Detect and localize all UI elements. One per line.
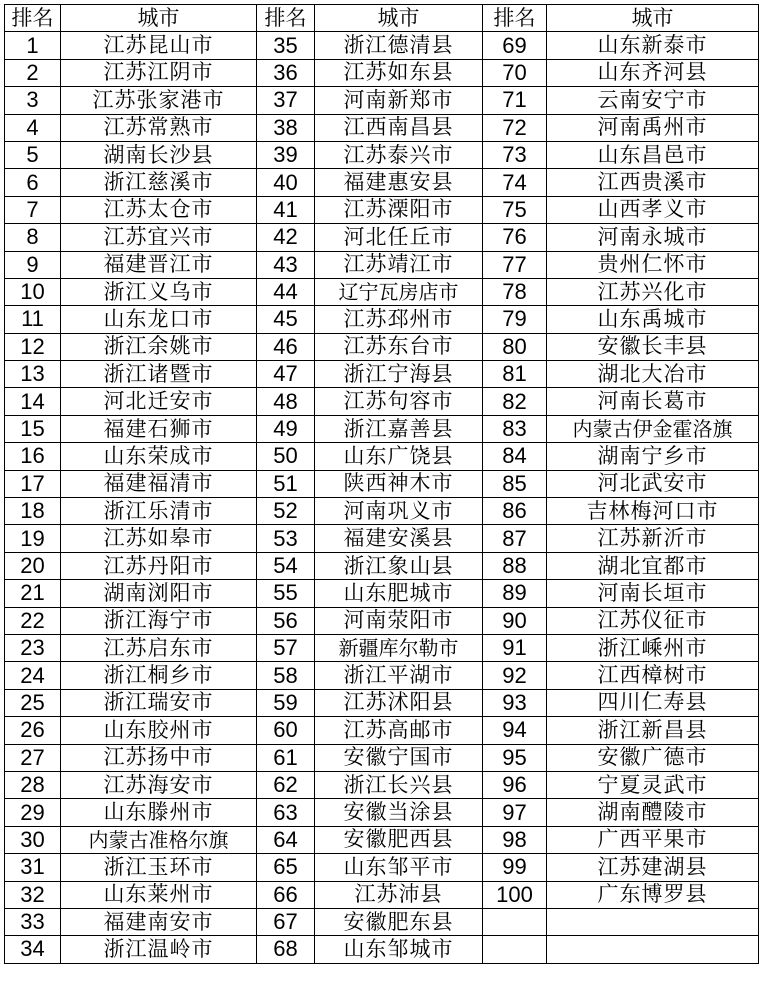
city-cell: 安徽长丰县 bbox=[547, 333, 759, 360]
city-cell: 江苏昆山市 bbox=[61, 32, 257, 59]
rank-cell: 80 bbox=[483, 333, 547, 360]
rank-cell: 39 bbox=[257, 141, 315, 168]
city-cell: 福建福清市 bbox=[61, 470, 257, 497]
table-row bbox=[5, 32, 759, 59]
rank-cell: 61 bbox=[257, 744, 315, 771]
rank-cell: 58 bbox=[257, 662, 315, 689]
rank-cell: 95 bbox=[483, 744, 547, 771]
city-cell: 江苏邳州市 bbox=[315, 306, 483, 333]
table-row bbox=[5, 580, 759, 607]
city-cell: 湖南醴陵市 bbox=[547, 799, 759, 826]
rank-cell: 59 bbox=[257, 689, 315, 716]
rank-cell: 99 bbox=[483, 854, 547, 881]
rank-cell: 38 bbox=[257, 114, 315, 141]
rank-cell: 78 bbox=[483, 278, 547, 305]
city-cell: 江苏沛县 bbox=[315, 881, 483, 908]
table-row bbox=[5, 224, 759, 251]
city-cell: 浙江义乌市 bbox=[61, 278, 257, 305]
city-cell: 安徽肥西县 bbox=[315, 826, 483, 853]
city-cell: 湖北大冶市 bbox=[547, 361, 759, 388]
city-cell bbox=[547, 936, 759, 963]
rank-cell: 75 bbox=[483, 196, 547, 223]
city-cell: 浙江新昌县 bbox=[547, 717, 759, 744]
table-row bbox=[5, 799, 759, 826]
city-cell: 浙江桐乡市 bbox=[61, 662, 257, 689]
city-cell: 山东肥城市 bbox=[315, 580, 483, 607]
rank-cell: 57 bbox=[257, 634, 315, 661]
city-cell: 河南长垣市 bbox=[547, 580, 759, 607]
city-cell: 江苏靖江市 bbox=[315, 251, 483, 278]
rank-cell: 50 bbox=[257, 443, 315, 470]
city-cell: 江苏溧阳市 bbox=[315, 196, 483, 223]
city-cell: 浙江嘉善县 bbox=[315, 415, 483, 442]
city-cell: 福建石狮市 bbox=[61, 415, 257, 442]
table-row bbox=[5, 908, 759, 935]
rank-cell: 45 bbox=[257, 306, 315, 333]
city-cell bbox=[547, 908, 759, 935]
city-cell: 广东博罗县 bbox=[547, 881, 759, 908]
table-row bbox=[5, 607, 759, 634]
city-cell: 浙江平湖市 bbox=[315, 662, 483, 689]
city-cell: 浙江海宁市 bbox=[61, 607, 257, 634]
rank-cell: 30 bbox=[5, 826, 61, 853]
rank-cell: 3 bbox=[5, 87, 61, 114]
table-row bbox=[5, 251, 759, 278]
rank-cell: 35 bbox=[257, 32, 315, 59]
table-row bbox=[5, 443, 759, 470]
city-cell: 江苏兴化市 bbox=[547, 278, 759, 305]
rank-cell bbox=[483, 908, 547, 935]
city-cell: 山东胶州市 bbox=[61, 717, 257, 744]
city-cell: 河南禹州市 bbox=[547, 114, 759, 141]
rank-cell: 100 bbox=[483, 881, 547, 908]
city-cell: 山东邹平市 bbox=[315, 854, 483, 881]
city-cell: 河北武安市 bbox=[547, 470, 759, 497]
city-cell: 内蒙古伊金霍洛旗 bbox=[547, 415, 759, 442]
rank-cell: 55 bbox=[257, 580, 315, 607]
rank-cell: 85 bbox=[483, 470, 547, 497]
city-cell: 安徽肥东县 bbox=[315, 908, 483, 935]
city-cell: 河南长葛市 bbox=[547, 388, 759, 415]
city-cell: 浙江温岭市 bbox=[61, 936, 257, 963]
rank-cell: 41 bbox=[257, 196, 315, 223]
city-cell: 四川仁寿县 bbox=[547, 689, 759, 716]
city-cell: 河北迁安市 bbox=[61, 388, 257, 415]
table-row bbox=[5, 306, 759, 333]
rank-cell: 67 bbox=[257, 908, 315, 935]
city-cell: 湖南长沙县 bbox=[61, 141, 257, 168]
table-row bbox=[5, 196, 759, 223]
city-cell: 福建南安市 bbox=[61, 908, 257, 935]
city-header: 城市 bbox=[61, 5, 257, 32]
rank-cell: 64 bbox=[257, 826, 315, 853]
city-cell: 湖南宁乡市 bbox=[547, 443, 759, 470]
table-row bbox=[5, 881, 759, 908]
rank-cell: 72 bbox=[483, 114, 547, 141]
city-cell: 浙江宁海县 bbox=[315, 361, 483, 388]
rank-cell: 86 bbox=[483, 498, 547, 525]
city-cell: 山东禹城市 bbox=[547, 306, 759, 333]
city-cell: 江西南昌县 bbox=[315, 114, 483, 141]
rank-cell: 10 bbox=[5, 278, 61, 305]
table-row bbox=[5, 936, 759, 963]
city-cell: 江苏东台市 bbox=[315, 333, 483, 360]
rank-cell: 62 bbox=[257, 771, 315, 798]
rank-cell: 88 bbox=[483, 552, 547, 579]
rank-cell: 8 bbox=[5, 224, 61, 251]
city-cell: 江苏仪征市 bbox=[547, 607, 759, 634]
city-cell: 山东荣成市 bbox=[61, 443, 257, 470]
table-row bbox=[5, 689, 759, 716]
city-cell: 江苏宜兴市 bbox=[61, 224, 257, 251]
table-row bbox=[5, 361, 759, 388]
table-row bbox=[5, 717, 759, 744]
table-row bbox=[5, 114, 759, 141]
rank-cell: 9 bbox=[5, 251, 61, 278]
city-cell: 河南永城市 bbox=[547, 224, 759, 251]
city-cell: 江苏启东市 bbox=[61, 634, 257, 661]
city-cell: 浙江德清县 bbox=[315, 32, 483, 59]
rank-cell: 81 bbox=[483, 361, 547, 388]
city-cell: 湖南浏阳市 bbox=[61, 580, 257, 607]
rank-cell: 20 bbox=[5, 552, 61, 579]
rank-cell: 16 bbox=[5, 443, 61, 470]
city-cell: 广西平果市 bbox=[547, 826, 759, 853]
rank-cell: 87 bbox=[483, 525, 547, 552]
rank-cell: 15 bbox=[5, 415, 61, 442]
city-cell: 江苏扬中市 bbox=[61, 744, 257, 771]
city-cell: 山东滕州市 bbox=[61, 799, 257, 826]
rank-cell: 98 bbox=[483, 826, 547, 853]
city-cell: 浙江慈溪市 bbox=[61, 169, 257, 196]
rank-cell: 54 bbox=[257, 552, 315, 579]
rank-cell: 79 bbox=[483, 306, 547, 333]
table-row bbox=[5, 525, 759, 552]
city-cell: 辽宁瓦房店市 bbox=[315, 278, 483, 305]
city-cell: 贵州仁怀市 bbox=[547, 251, 759, 278]
city-cell: 浙江瑞安市 bbox=[61, 689, 257, 716]
rank-cell: 43 bbox=[257, 251, 315, 278]
city-cell: 山东齐河县 bbox=[547, 59, 759, 86]
city-cell: 浙江乐清市 bbox=[61, 498, 257, 525]
city-header: 城市 bbox=[547, 5, 759, 32]
rank-cell: 90 bbox=[483, 607, 547, 634]
city-cell: 江苏如东县 bbox=[315, 59, 483, 86]
city-cell: 江苏建湖县 bbox=[547, 854, 759, 881]
city-cell: 山东广饶县 bbox=[315, 443, 483, 470]
table-row bbox=[5, 333, 759, 360]
rank-header: 排名 bbox=[5, 5, 61, 32]
rank-cell: 77 bbox=[483, 251, 547, 278]
city-cell: 江苏如皋市 bbox=[61, 525, 257, 552]
rank-cell: 71 bbox=[483, 87, 547, 114]
city-cell: 浙江玉环市 bbox=[61, 854, 257, 881]
city-cell: 江苏张家港市 bbox=[61, 87, 257, 114]
table-row bbox=[5, 498, 759, 525]
table-row bbox=[5, 854, 759, 881]
rank-cell: 89 bbox=[483, 580, 547, 607]
rank-cell: 6 bbox=[5, 169, 61, 196]
city-cell: 河北任丘市 bbox=[315, 224, 483, 251]
rank-cell: 83 bbox=[483, 415, 547, 442]
table-row bbox=[5, 278, 759, 305]
city-cell: 江苏新沂市 bbox=[547, 525, 759, 552]
rank-cell: 76 bbox=[483, 224, 547, 251]
city-cell: 安徽当涂县 bbox=[315, 799, 483, 826]
rank-cell: 92 bbox=[483, 662, 547, 689]
city-cell: 江苏海安市 bbox=[61, 771, 257, 798]
rank-cell: 14 bbox=[5, 388, 61, 415]
rank-cell: 94 bbox=[483, 717, 547, 744]
rank-cell: 51 bbox=[257, 470, 315, 497]
table-row bbox=[5, 552, 759, 579]
rank-cell: 11 bbox=[5, 306, 61, 333]
rank-cell: 1 bbox=[5, 32, 61, 59]
table-row bbox=[5, 87, 759, 114]
rank-cell: 65 bbox=[257, 854, 315, 881]
city-cell: 山东莱州市 bbox=[61, 881, 257, 908]
rank-cell: 36 bbox=[257, 59, 315, 86]
rank-cell: 84 bbox=[483, 443, 547, 470]
table-row bbox=[5, 415, 759, 442]
city-cell: 安徽宁国市 bbox=[315, 744, 483, 771]
city-cell: 福建安溪县 bbox=[315, 525, 483, 552]
city-cell: 山东邹城市 bbox=[315, 936, 483, 963]
rank-cell: 7 bbox=[5, 196, 61, 223]
city-cell: 浙江诸暨市 bbox=[61, 361, 257, 388]
city-cell: 新疆库尔勒市 bbox=[315, 634, 483, 661]
rank-cell: 60 bbox=[257, 717, 315, 744]
city-cell: 山东新泰市 bbox=[547, 32, 759, 59]
county-ranking-table bbox=[4, 4, 759, 964]
table-row bbox=[5, 662, 759, 689]
rank-cell: 25 bbox=[5, 689, 61, 716]
rank-cell: 56 bbox=[257, 607, 315, 634]
city-cell: 江苏江阴市 bbox=[61, 59, 257, 86]
table-row bbox=[5, 388, 759, 415]
city-cell: 湖北宜都市 bbox=[547, 552, 759, 579]
rank-cell: 22 bbox=[5, 607, 61, 634]
rank-cell: 21 bbox=[5, 580, 61, 607]
rank-cell: 96 bbox=[483, 771, 547, 798]
city-cell: 吉林梅河口市 bbox=[547, 498, 759, 525]
rank-cell: 68 bbox=[257, 936, 315, 963]
header-row bbox=[5, 5, 759, 32]
city-cell: 浙江长兴县 bbox=[315, 771, 483, 798]
table-row bbox=[5, 141, 759, 168]
city-cell: 江苏太仓市 bbox=[61, 196, 257, 223]
city-header: 城市 bbox=[315, 5, 483, 32]
city-cell: 江苏泰兴市 bbox=[315, 141, 483, 168]
rank-cell: 44 bbox=[257, 278, 315, 305]
rank-header: 排名 bbox=[483, 5, 547, 32]
rank-cell: 13 bbox=[5, 361, 61, 388]
rank-cell: 27 bbox=[5, 744, 61, 771]
city-cell: 山东昌邑市 bbox=[547, 141, 759, 168]
city-cell: 宁夏灵武市 bbox=[547, 771, 759, 798]
rank-cell: 74 bbox=[483, 169, 547, 196]
rank-cell: 19 bbox=[5, 525, 61, 552]
city-cell: 江西贵溪市 bbox=[547, 169, 759, 196]
rank-cell: 23 bbox=[5, 634, 61, 661]
rank-cell: 17 bbox=[5, 470, 61, 497]
table-row bbox=[5, 771, 759, 798]
city-cell: 福建惠安县 bbox=[315, 169, 483, 196]
rank-cell: 4 bbox=[5, 114, 61, 141]
rank-cell: 69 bbox=[483, 32, 547, 59]
rank-cell: 31 bbox=[5, 854, 61, 881]
rank-cell: 66 bbox=[257, 881, 315, 908]
rank-cell: 91 bbox=[483, 634, 547, 661]
rank-cell: 5 bbox=[5, 141, 61, 168]
table-row bbox=[5, 59, 759, 86]
rank-cell: 48 bbox=[257, 388, 315, 415]
rank-cell: 29 bbox=[5, 799, 61, 826]
rank-cell: 42 bbox=[257, 224, 315, 251]
city-cell: 云南安宁市 bbox=[547, 87, 759, 114]
city-cell: 江苏高邮市 bbox=[315, 717, 483, 744]
rank-cell: 26 bbox=[5, 717, 61, 744]
rank-cell: 24 bbox=[5, 662, 61, 689]
city-cell: 浙江嵊州市 bbox=[547, 634, 759, 661]
rank-cell: 63 bbox=[257, 799, 315, 826]
city-cell: 浙江余姚市 bbox=[61, 333, 257, 360]
rank-cell: 40 bbox=[257, 169, 315, 196]
table-row bbox=[5, 634, 759, 661]
rank-cell: 37 bbox=[257, 87, 315, 114]
city-cell: 河南荥阳市 bbox=[315, 607, 483, 634]
city-cell: 安徽广德市 bbox=[547, 744, 759, 771]
rank-cell: 73 bbox=[483, 141, 547, 168]
rank-cell: 52 bbox=[257, 498, 315, 525]
rank-cell: 28 bbox=[5, 771, 61, 798]
rank-cell: 2 bbox=[5, 59, 61, 86]
rank-cell: 46 bbox=[257, 333, 315, 360]
table-row bbox=[5, 470, 759, 497]
rank-cell: 32 bbox=[5, 881, 61, 908]
table-row bbox=[5, 169, 759, 196]
city-cell: 山西孝义市 bbox=[547, 196, 759, 223]
rank-cell: 82 bbox=[483, 388, 547, 415]
city-cell: 江苏常熟市 bbox=[61, 114, 257, 141]
rank-cell: 49 bbox=[257, 415, 315, 442]
rank-header: 排名 bbox=[257, 5, 315, 32]
rank-cell: 33 bbox=[5, 908, 61, 935]
city-cell: 江西樟树市 bbox=[547, 662, 759, 689]
city-cell: 江苏丹阳市 bbox=[61, 552, 257, 579]
rank-cell bbox=[483, 936, 547, 963]
city-cell: 河南新郑市 bbox=[315, 87, 483, 114]
table-row bbox=[5, 744, 759, 771]
rank-cell: 47 bbox=[257, 361, 315, 388]
rank-cell: 34 bbox=[5, 936, 61, 963]
city-cell: 江苏沭阳县 bbox=[315, 689, 483, 716]
city-cell: 浙江象山县 bbox=[315, 552, 483, 579]
city-cell: 江苏句容市 bbox=[315, 388, 483, 415]
table-row bbox=[5, 826, 759, 853]
city-cell: 河南巩义市 bbox=[315, 498, 483, 525]
city-cell: 山东龙口市 bbox=[61, 306, 257, 333]
city-cell: 陕西神木市 bbox=[315, 470, 483, 497]
rank-cell: 70 bbox=[483, 59, 547, 86]
rank-cell: 18 bbox=[5, 498, 61, 525]
city-cell: 内蒙古准格尔旗 bbox=[61, 826, 257, 853]
rank-cell: 53 bbox=[257, 525, 315, 552]
rank-cell: 97 bbox=[483, 799, 547, 826]
rank-cell: 12 bbox=[5, 333, 61, 360]
rank-cell: 93 bbox=[483, 689, 547, 716]
city-cell: 福建晋江市 bbox=[61, 251, 257, 278]
